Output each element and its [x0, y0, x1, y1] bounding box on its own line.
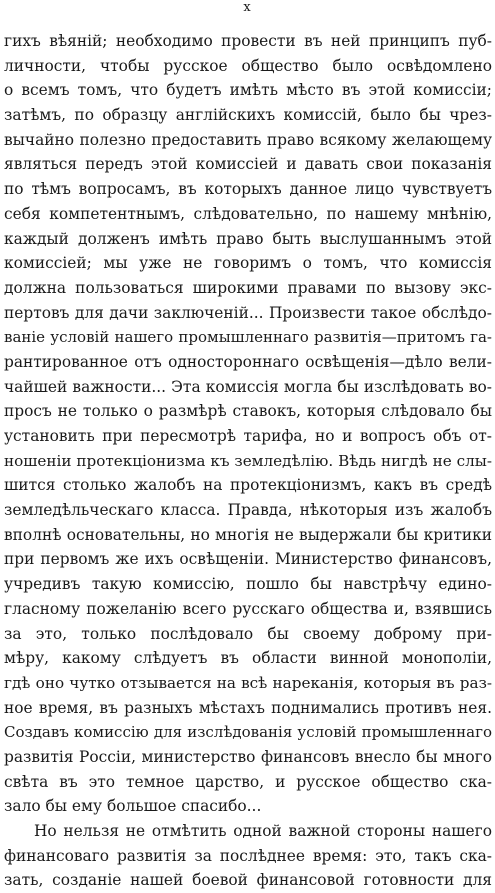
text-line: затѣмъ, по образцу англійскихъ комиссій, было бы чрез-: [4, 106, 492, 125]
text-line: гихъ вѣяній; необходимо провести въ ней принципъ пуб-: [4, 32, 492, 50]
text-line: при первомъ же ихъ освѣщеніи. Министерство финансовъ,: [4, 550, 492, 569]
text-line: ношеніи протекціонизма къ земледѣлію. Вѣдь нигдѣ не слы-: [4, 451, 492, 470]
text-line: каждый долженъ имѣть право быть выслушаннымъ этой: [4, 229, 492, 248]
text-line: ное время, въ разныхъ мѣстахъ поднимались противъ нея.: [4, 698, 492, 717]
page-number: x: [243, 0, 252, 15]
text-line: вполнѣ основательны, но многія не выдержали бы критики: [4, 525, 492, 544]
text-line: финансоваго развитія за послѣднее время: это, такъ ска-: [4, 846, 492, 865]
text-line: свѣта въ это темное царство, и русское общество ска-: [4, 772, 492, 791]
text-line: пертовъ для дачи заключеній... Произвести такое обслѣдо-: [4, 303, 492, 322]
text-line: Создавъ комиссію для изслѣдованія условій промышленнаго: [4, 723, 492, 742]
text-line: шится столько жалобъ на протекціонизмъ, какъ въ средѣ: [4, 476, 492, 495]
text-line-paragraph-start: Но нельзя не отмѣтить одной важной стороны нашего: [34, 822, 492, 840]
text-line: зать, созданіе нашей боевой финансовой готовности для: [4, 871, 492, 890]
text-line: мѣру, какому слѣдуетъ въ области винной монополіи,: [4, 649, 492, 668]
text-line: являться передъ этой комиссіей и давать свои показанія: [4, 155, 492, 174]
text-line: рантированное отъ одностороннаго освѣщенія—дѣло вели-: [4, 352, 492, 371]
text-line: чайшей важности... Эта комиссія могла бы изслѣдовать во-: [4, 377, 492, 396]
text-line: по тѣмъ вопросамъ, въ которыхъ данное лицо чувствуетъ: [4, 180, 492, 199]
text-line: земледѣльческаго класса. Правда, нѣкоторыя изъ жалобъ: [4, 501, 492, 520]
text-line: за это, только послѣдовало бы своему доброму при-: [4, 624, 492, 643]
text-line: гласному пожеланію всего русскаго общества и, взявшись: [4, 599, 492, 618]
text-line: просъ не только о размѣрѣ ставокъ, которыя слѣдовало бы: [4, 402, 492, 421]
body-text: [4, 29, 492, 893]
text-line: развитія Россіи, министерство финансовъ внесло бы много: [4, 747, 492, 766]
text-line: комиссіей; мы уже не говоримъ о томъ, что комиссія: [4, 254, 492, 273]
text-line: учредивъ такую комиссію, пошло бы навстрѣчу едино-: [4, 575, 492, 594]
text-line: ваніе условій нашего промышленнаго развитія—притомъ га-: [4, 328, 492, 347]
text-line: о всемъ томъ, что будетъ имѣть мѣсто въ этой комиссіи;: [4, 81, 492, 100]
text-line: гдѣ оно чутко отзывается на всѣ нареканія, которыя въ раз-: [4, 673, 492, 692]
text-line: себя компетентнымъ, слѣдовательно, по нашему мнѣнію,: [4, 204, 492, 223]
text-line-paragraph-end: зало бы ему большое спасибо...: [4, 797, 262, 816]
text-line: должна пользоваться широкими правами по вызову экс-: [4, 278, 492, 297]
text-line: личности, чтобы русское общество было освѣдомлено: [4, 56, 492, 75]
text-line: вычайно полезно предоставить право всякому желающему: [4, 130, 492, 149]
text-line: установить при пересмотрѣ тарифа, но и вопросъ объ от-: [4, 427, 492, 445]
